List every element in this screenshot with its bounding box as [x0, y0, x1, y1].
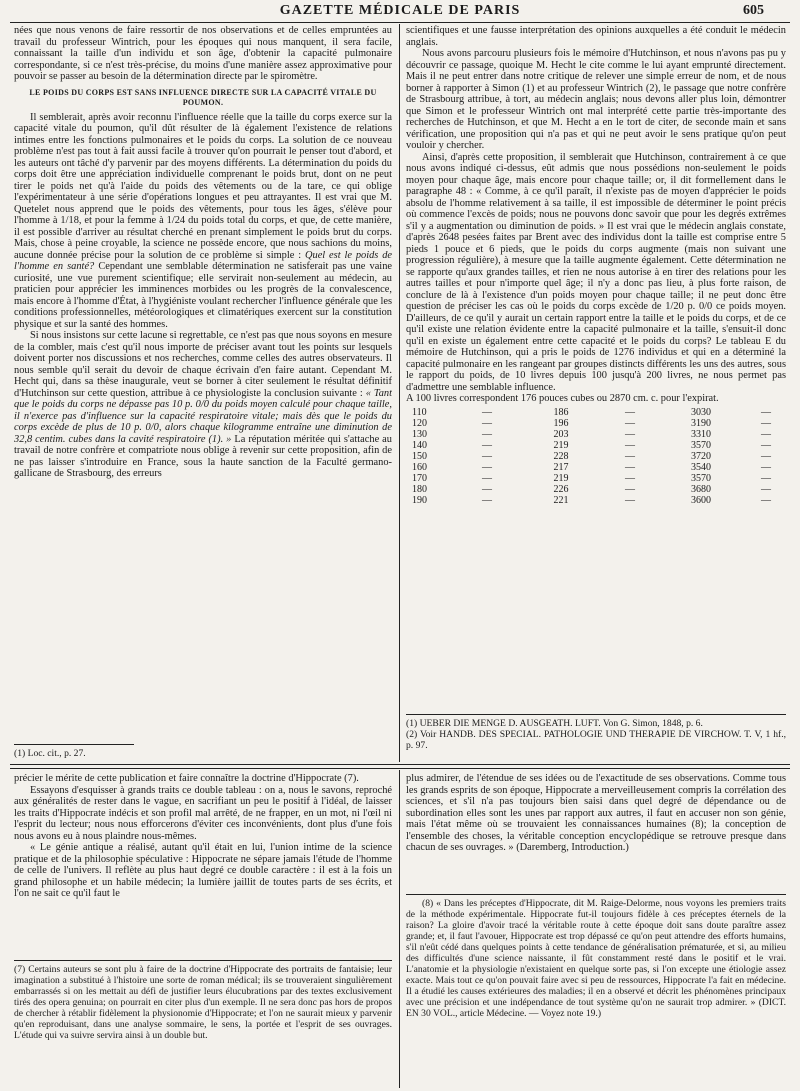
table-cell: 170	[412, 472, 427, 484]
table-cell: 3190	[691, 417, 711, 429]
table-row	[406, 418, 786, 429]
table-cell: —	[625, 472, 635, 484]
table-cell: 226	[553, 483, 569, 495]
paragraph: Essayons d'esquisser à grands traits ce double tableau : on a, nous le savons, reproché aux généralités de rester dans le vague, en sacrifiant un peu le positif à l'idéal, de laisser les traits d'Hippocrate indécis et son profil mal arrêté, de ne frapper, en un mot, ni l'œil ni l'esprit du lecteur; nous nous efforcerons d'éviter ces inconvénients, dont plus d'une fois nous avons eu à nous plaindre nous-mêmes.	[14, 784, 392, 842]
footnote: (7) Certains auteurs se sont plu à faire de la doctrine d'Hippocrate des portraits de fantaisie; leur imagination a substitué à l'histoire une sorte de roman médical; ils se trouveraient singulièrement embarrassés si on les mettait au défi de justifier leurs élucubrations par des textes exclusivement tirés des opera genuina; on pourrait en citer plus d'un exemple. Il ne sera donc pas hors de propos de chercher à rétablir fidèlement la physionomie d'Hippocrate; et l'on ne saurait mieux y parvenir qu'en reproduisant, dans une analyse sommaire, le sens, la portée et l'esprit de ses ouvrages. L'étude qui va suivre servira ainsi à un double but.	[14, 964, 392, 1041]
table-cell: —	[761, 483, 771, 495]
section-rule	[10, 768, 790, 769]
table-cell: —	[625, 483, 635, 495]
table-cell: 3680	[691, 483, 711, 495]
table-cell: —	[482, 417, 492, 429]
top-left-column	[14, 25, 392, 742]
table-cell: 219	[553, 439, 569, 451]
table-cell: —	[761, 439, 771, 451]
column-divider	[399, 770, 400, 1088]
table-cell: 3030	[691, 406, 711, 418]
journal-title: GAZETTE MÉDICALE DE PARIS	[279, 3, 521, 18]
table-cell: —	[761, 428, 771, 440]
header-rule	[10, 22, 790, 23]
table-cell: —	[482, 439, 492, 451]
paragraph: scientifiques et une fausse interprétation des opinions auxquelles a été conduit le médecin anglais.	[406, 25, 786, 48]
table-header-line: A 100 livres correspondent 176 pouces cubes ou 2870 cm. c. pour l'expirat.	[406, 393, 719, 404]
table-row	[406, 473, 786, 484]
table-cell: 228	[553, 450, 569, 462]
capacity-table	[406, 407, 786, 506]
table-cell: —	[625, 461, 635, 473]
table-cell: —	[761, 417, 771, 429]
table-cell: 140	[412, 439, 427, 451]
table-cell: 219	[553, 472, 569, 484]
table-cell: —	[761, 461, 771, 473]
paragraph: Ainsi, d'après cette proposition, il semblerait que Hutchinson, contrairement à ce que nous avons indiqué ci-dessus, eût admis que nous possédions non-seulement le poids moyen pour chaque âge, mais encore pour chaque taille; or, il dit formellement dans le paragraphe 48 : « Comme, à ce qu'il paraît, il n'existe pas de moyen d'apprécier le poids absolu de l'homme relativement à sa taille, il est impossible de déterminer le point précis où commence l'excès de poids; nous ne pouvons donc savoir que pour les degrés extrêmes s'il y a augmentation ou diminution de poids. » Il est vrai que le médecin anglais constate, d'après 2648 pesées faites par Brent avec des individus dont la taille est comprise entre 5 pieds 1 pouce et 6 pieds, que le poids du corps augmente (mais non suivant une progression régulière), à mesure que la taille augmente également. Cette détermination ne se rapporte qu'aux grandes tailles, et rien ne nous autorise à en tirer des relations pour les autres tailles et pour n'importe quel âge; il n'y a donc pas lieu, à plus forte raison, de conclure de là à l'existence d'un poids moyen pour chaque taille; il ne peut donc être question de préciser les cas où le poids du corps excède de 1/20 p. 0/0 ce poids moyen. D'ailleurs, de ce qu'il y aurait un certain rapport entre la taille et le poids du corps, et de ce qu'il existe une relation évidente entre la capacité pulmonaire et la taille, s'ensuit-il donc qu'il en existe un également entre cette capacité et le poids du corps? Le tableau E du mémoire de Hutchinson, qui a pris le poids de 1276 individus et qui en a déterminé la capacité pulmonaire en les rangeant par groupes distincts différents les uns des autres, sous le rapport du poids, de 10 livres depuis 100 jusqu'à 200 livres, ne nous permet pas d'admettre une semblable influence.	[406, 151, 786, 393]
section-heading: LE POIDS DU CORPS EST SANS INFLUENCE DIRECTE SUR LA CAPACITÉ VITALE DU POUMON.	[29, 87, 377, 107]
paragraph: plus admirer, de l'étendue de ses idées ou de l'exactitude de ses observations. Comme tous les grands esprits de son époque, Hippocrate a merveilleusement compris la corrélation des sciences, et s'il n'a pas toujours bien saisi dans quel degré de dépendance ou de subordination elles sont les unes par rapport aux autres, il faut en accuser non son génie, mais l'état même où se trouvaient les connaissances humaines (8); la conception de l'ensemble des choses, la véritable conception encyclopédique se retrouve presque dans chacun de ses ouvrages. » (Daremberg, Introduction.)	[406, 773, 786, 853]
table-cell: 120	[412, 417, 427, 429]
paragraph: « Le génie antique a réalisé, autant qu'il était en lui, l'union intime de la science pratique et de la philosophie spéculative : Hippocrate ne sépare jamais l'étude de l'homme de celle de l'univers. Il reflète au plus haut degré ce double caractère : il est à la fois un grand philosophe et un habile médecin; la lumière jaillit de toutes parts de ses écrits, et l'on ne sait ce qu'il faut le	[14, 842, 392, 899]
table-cell: 221	[553, 494, 569, 506]
table-cell: 186	[553, 406, 569, 418]
table-cell: —	[482, 428, 492, 440]
table-cell: —	[482, 483, 492, 495]
column-divider	[399, 24, 400, 762]
table-row	[406, 462, 786, 473]
bottom-left-column	[14, 773, 392, 957]
section-rule	[10, 764, 790, 765]
table-cell: —	[625, 494, 635, 506]
table-cell: —	[482, 461, 492, 473]
table-cell: 196	[553, 417, 569, 429]
table-cell: —	[761, 450, 771, 462]
table-cell: 3570	[691, 472, 711, 484]
table-cell: 150	[412, 450, 427, 462]
footnote: (8) « Dans les préceptes d'Hippocrate, dit M. Raige-Delorme, nous voyons les premiers traits de la méthode expérimentale. Hippocrate fut-il toujours fidèle à ces préceptes éternels de la raison? La gloire d'avoir tracé la véritable route à cette époque doit sans doute paraître assez grande; et, il faut l'avouer, Hippocrate est trop dépassé ce qu'on peut attendre des efforts humains, s'il n'eût cédé dans quelques points à cette tendance de généralisation prématurée, et si, au milieu des difficultés d'une science naissante, il fût constamment resté dans le positif et le vrai. L'anatomie et la physiologie n'existaient en quelque sorte pas, si l'on excepte une étiologie assez exacte. Mais tout ce qu'on pouvait faire avec si peu de ressources, Hippocrate l'a fait en médecine. Il a étudié les causes extérieures des maladies; il en a observé et décrit les phénomènes principaux avec une précision et une indépendance de tout système qu'on ne saurait trop admirer. » (DICT. EN 30 VOL., article Médecine. — Voyez note 19.)	[406, 898, 786, 1019]
footnotes	[406, 718, 786, 751]
table-cell: 3310	[691, 428, 711, 440]
table-cell: —	[625, 439, 635, 451]
page-header	[0, 0, 800, 22]
table-cell: 180	[412, 483, 427, 495]
footnote-rule	[14, 960, 392, 961]
table-cell: 203	[553, 428, 569, 440]
paragraph: Il semblerait, après avoir reconnu l'influence réelle que la taille du corps exerce sur la capacité vitale du poumon, qu'il dût résulter de là également l'existence de relations intimes entre les fonctions pulmonaires et le poids du corps. La solution de ce nouveau problème n'est pas tout à fait aussi facile à trouver qu'on pourrait le penser tout d'abord, et les auteurs ont tâché d'y parvenir par des moyens différents. La détermination du poids du corps doit être une appréciation individuelle comprenant le poids brut, dont on ne peut tirer le poids net qu'à l'aide du poids des vêtements ou de la tare, ce qui oblige l'expérimentateur à une série d'opérations longues et peu attrayantes. Il est vrai que M. Quetelet nous apprend que le poids des vêtements, pour tous les âges, s'élève pour l'homme à 1/18, et pour la femme à 1/24 du poids total du corps, et que, de cette manière, il est possible d'arriver au résultat cherché en prenant simplement le poids brut du corps. Mais, chose à peine croyable, la science ne possède encore, que nous sachions du moins, aucune donnée précise pour la solution de ce problème si simple : Quel est le poids de l'homme en santé? Cependant une semblable détermination ne satisferait pas une vaine curiosité, une vue purement scientifique; elle servirait non-seulement au médecin, au praticien pour apprécier les imminences morbides ou les progrès de la convalescence, mais encore à l'homme d'État, à l'hygiéniste voulant rechercher l'influence générale que les conditions professionnelles, météorologiques et climatériques exercent sur la constitution physique et sur la santé des hommes.	[14, 111, 392, 330]
table-row	[406, 407, 786, 418]
table-cell: 217	[553, 461, 569, 473]
italic-quotation: « Tant que le poids du corps ne dépasse pas 10 p. 0/0 du poids moyen calculé pour chaque taille, il n'exerce pas d'influence sur la capacité respiratoire vitale; mais dès que le poids du corps excède de plus de 10 p. 0/0, alors chaque kilogramme entraîne une diminution de 32,8 centim. cubes dans la cavité respiratoire (1). »	[14, 387, 392, 445]
italic-question: Quel est le poids de l'homme en santé?	[14, 249, 392, 272]
table-cell: —	[761, 406, 771, 418]
table-cell: 130	[412, 428, 427, 440]
table-row	[406, 440, 786, 451]
table-cell: —	[761, 494, 771, 506]
bottom-right-column	[406, 773, 786, 891]
table-cell: 3540	[691, 461, 711, 473]
paragraph: nées que nous venons de faire ressortir de nos observations et de celles empruntées au travail du professeur Wintrich, pour les époques qui nous manquent, il sera facile, connaissant la taille d'un individu et son âge, d'obtenir la capacité pulmonaire correspondante, si ce n'est très-précise, du moins d'une manière assez approximative pour pouvoir se passer au besoin de la détermination directe par le spiromètre.	[14, 25, 392, 82]
table-cell: —	[625, 417, 635, 429]
table-row	[406, 484, 786, 495]
table-row	[406, 451, 786, 462]
table-cell: —	[625, 428, 635, 440]
table-cell: 190	[412, 494, 427, 506]
table-cell: 3720	[691, 450, 711, 462]
table-cell: —	[625, 406, 635, 418]
table-cell: —	[761, 472, 771, 484]
paragraph: précier le mérite de cette publication et faire connaître la doctrine d'Hippocrate (7).	[14, 773, 359, 784]
table-cell: 3600	[691, 494, 711, 506]
table-cell: 3570	[691, 439, 711, 451]
footnote: (1) UEBER DIE MENGE D. AUSGEATH. LUFT. Von G. Simon, 1848, p. 6.	[406, 718, 703, 729]
footnote-rule	[406, 894, 786, 895]
table-cell: —	[625, 450, 635, 462]
paragraph: Nous avons parcouru plusieurs fois le mémoire d'Hutchinson, et nous n'avons pas pu y découvrir ce passage, quoique M. Hecht le cite comme le lui ayant emprunté directement. Mais il ne peut entrer dans notre critique de relever une simple erreur de nom, et de nous borner à rapporter à Simon (1) et au professeur Wintrich (2), le passage que notre confrère de Strasbourg attribue, à tort, au médecin anglais; nous devons aller plus loin, démontrer que Simon et le professeur Wintrich ont mal interprété cette partie très-importante des recherches de Hutchinson, et que M. Hecht a en le tort de citer, de seconde main et sans vérification, une proposition qui n'a pas et qui ne peut avoir le sens pratique qu'on peut vouloir y chercher.	[406, 48, 786, 151]
table-cell: 110	[412, 406, 427, 418]
table-cell: 160	[412, 461, 427, 473]
footnote: (2) Voir HANDB. DES SPECIAL. PATHOLOGIE UND THERAPIE DE VIRCHOW. T. V, 1 hf., p. 97.	[406, 729, 786, 751]
table-cell: —	[482, 494, 492, 506]
footnote-rule	[14, 744, 134, 745]
page-number: 605	[743, 3, 764, 18]
table-row	[406, 429, 786, 440]
footnote: (1) Loc. cit., p. 27.	[14, 748, 86, 759]
footnote-rule	[406, 714, 786, 715]
paragraph: Si nous insistons sur cette lacune si regrettable, ce n'est pas que nous soyons en mesure de la combler, mais c'est qu'il nous importe de préciser avant tout les points sur lesquels doivent porter nos discussions et nos recherches, comme celles des autres observateurs. Il nous semble qu'il serait du devoir de chaque écrivain d'en faire autant. Cependant M. Hecht qui, dans sa thèse inaugurale, veut se borner à citer seulement le résultat définitif d'Hutchinson sur cette question, attribue à ce physiologiste la conclusion suivante : « Tant que le poids du corps ne dépasse pas 10 p. 0/0 du poids moyen calculé pour chaque taille, il n'exerce pas d'influence sur la capacité respiratoire vitale; mais dès que le poids du corps excède de plus de 10 p. 0/0, alors chaque kilogramme entraîne une diminution de 32,8 centim. cubes dans la cavité respiratoire (1). » La réputation méritée qui s'attache au travail de notre confrère et compatriote nous oblige à revenir sur cette proposition, afin de ne pas laisser s'introduire en France, sous la haute sanction de la Faculté germano-gallicane de Strasbourg, des erreurs	[14, 330, 392, 479]
table-cell: —	[482, 450, 492, 462]
table-cell: —	[482, 406, 492, 418]
table-row	[406, 495, 786, 506]
top-right-column	[406, 25, 786, 713]
table-cell: —	[482, 472, 492, 484]
